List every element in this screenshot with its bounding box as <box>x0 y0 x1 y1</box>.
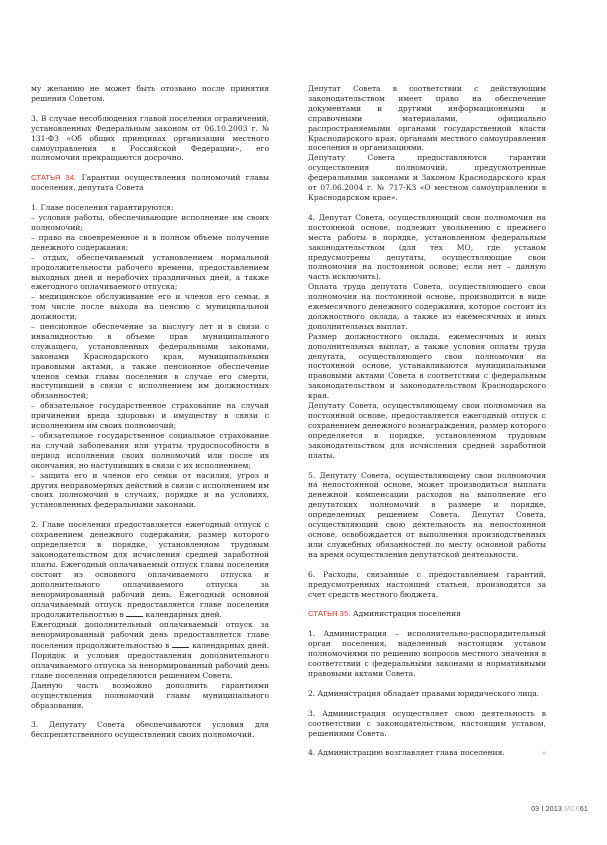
item2-additional-leave <box>31 620 269 680</box>
continuation-paragraph: му желанию не может быть отозвано после принятия решения Советом. <box>31 84 269 103</box>
item2-text-a: 2. Главе поселения предоставляется ежегодный отпуск с сохранением денежного содержания, размер которого определяется в порядке, установленном трудовым законодательством для исчисления средней заработной платы. Ежегодный оплачиваемый отпуск главы поселения состоит из основного оплачиваемого отпуска и дополнительного оплачиваемого отпуска за ненормированный рабочий день. Ежегодный основной оплачиваемый отпуск предоставляется главе поселения продолжительностью в <box>31 520 269 620</box>
article35-title: Администрация поселения <box>350 609 461 619</box>
article33-item3: 3. В случае несоблюдения главой поселения ограничений, установленных Федеральным законом от 06.10.2003 г. № 131-ФЗ «Об общих принципах организации местного самоуправления в Российской Федерации», его полномочия прекращаются досрочно. <box>31 113 269 163</box>
magazine-brand: МСК <box>564 806 580 813</box>
article34-item5: 5. Депутату Совета, осуществляющему свои полномочия на непостоянной основе, может производиться выплата денежной компенсации расходов на выполнение его депутатских полномочий в размере и порядке, определенных решением Совета. Депутат Совета, осуществляющий свою деятельность на непостоянной основе, освобождается от выполнения производственных или служебных обязанностей по месту основной работы на время осуществления депутатской деятельности. <box>308 470 546 559</box>
item4-salary-size: Размер должностного оклада, ежемесячных и иных дополнительных выплат, а также условия оплаты труда депутата, осуществляющего свои полномочия на постоянной основе, устанавливаются муниципальными правовыми актами Совета в соответствии с федеральным законодательством и законодательством Краснодарского края. <box>308 331 546 401</box>
item4-pay: Оплата труда депутата Совета, осуществляющего свои полномочия на постоянной основе, производится в виде ежемесячного денежного содержания, которое состоит из должностного оклада, а также из ежемесячных и иных дополнительных выплат. <box>308 282 546 331</box>
item2-annual-leave <box>31 520 269 620</box>
left-column <box>31 84 269 750</box>
article35-item3: 3. Администрация осуществляет свою деятельность в соответствии с законодательством, настоящим уставом, решениями Совета. <box>308 708 546 738</box>
list-item: – отдых, обеспечиваемый установлением нормальной продолжительности рабочего времени, предоставлением выходных дней и нерабочих праздничных дней, а также ежегодного оплачиваемого отпуска; <box>31 252 269 292</box>
list-item: – условия работы, обеспечивающие исполнение им своих полномочий; <box>31 213 269 232</box>
article34-heading <box>31 173 269 193</box>
page-footer <box>531 806 588 813</box>
article35-item4-text: 4. Администрацию возглавляет глава поселения. <box>308 748 505 758</box>
blank-field <box>172 640 189 648</box>
list-item: – обязательное государственное страхование на случай причинения вреда здоровью и имуществу в связи с исполнением им своих полномочий; <box>31 401 269 431</box>
deputy-guarantees-paragraph: Депутату Совета предоставляются гарантии осуществления полномочий, предусмотренные федеральными законами и Законом Краснодарского края от 07.06.2004 г. № 717-КЗ «О местном самоуправлении в Краснодарском крае». <box>308 153 546 202</box>
article34-title: Гарантии осуществления полномочий главы поселения, депутата Совета <box>31 173 269 193</box>
right-column <box>308 84 546 758</box>
list-item: – право на своевременное и в полном объеме получение денежного содержания; <box>31 232 269 252</box>
article34-item2 <box>31 520 269 710</box>
article35-item4 <box>308 748 546 758</box>
article34-number: СТАТЬЯ 34. <box>31 173 77 183</box>
article34-item3-continued <box>308 84 546 203</box>
item2-text-a-end: календарных дней. <box>143 610 222 620</box>
list-item: – обязательное государственное социальное страхование на случай заболевания или утраты трудоспособности в период исполнения своих полномочий или после их окончания, но наступивших в связи с их исполнением; <box>31 431 269 470</box>
article34-item1 <box>31 203 269 510</box>
item2-text-b: Ежегодный дополнительный оплачиваемый отпуск за ненормированный рабочий день предоставляется главе поселения продолжительностью в <box>31 620 269 651</box>
issue-date: 03 І 2013 <box>531 806 563 813</box>
blank-field <box>126 609 143 617</box>
article34-item3: 3. Депутату Совета обеспечиваются условия для беспрепятственного осуществления своих полномочий. <box>31 720 269 740</box>
article34-item4 <box>308 213 546 461</box>
end-of-article-mark: » <box>541 748 546 758</box>
item2-text-b-end: календарных дней. Порядок и условия предоставления дополнительного оплачиваемого отпуска за ненормированный рабочий день главе поселения определяются решением Совета. <box>31 641 269 680</box>
item4-leave: Депутату Совета, осуществляющему свои полномочия на постоянной основе, предоставляется ежегодный отпуск с сохранением денежного вознаграждения, размер которого определяется в порядке, установленном трудовым законодательством для исчисления средней заработной платы. <box>308 401 546 460</box>
item1-intro: 1. Главе поселения гарантируются: <box>31 203 174 213</box>
article34-item6: 6. Расходы, связанные с предоставлением гарантий, предусмотренных настоящей статьей, производятся за счет средств местного бюджета. <box>308 569 546 599</box>
list-item: – защита его и членов его семьи от насилия, угроз и других неправомерных действий в связи с исполнением им своих полномочий в случаях, порядке и на условиях, установленных федеральными законами. <box>31 470 269 510</box>
article35-heading <box>308 609 546 619</box>
item2-note: Данную часть возможно дополнить гарантиями осуществления полномочий главы муниципального образования. <box>31 680 269 710</box>
list-item: – пенсионное обеспечение за выслугу лет и в связи с инвалидностью в объеме прав муниципального служащего, установленных федеральными законами, законами Краснодарского края, муниципальными правовыми актами, а также пенсионное обеспечение членов семьи главы поселения в случае его смерти, наступившей в связи с исполнением им должностных обязанностей; <box>31 322 269 401</box>
list-item: – медицинское обслуживание его и членов его семьи, в том числе после выхода на пенсию с муниципальной должности; <box>31 292 269 322</box>
item4-dismissal: 4. Депутат Совета, осуществляющий свои полномочия на постоянной основе, подлежит увольнению с прежнего места работы в порядке, установленном федеральным законодательством (для тех МО, где уставом предусмотрены депутаты, осуществляющие свои полномочия на постоянной основе; если нет – данную часть исключить). <box>308 212 546 282</box>
article35-item1: 1. Администрация – исполнительно-распорядительный орган поселения, наделенный настоящим уставом полномочиями по решению вопросов местного значения в соответствии с федеральными законами и нормативными правовыми актами Совета. <box>308 629 546 678</box>
article35-number: СТАТЬЯ 35. <box>308 609 351 619</box>
page-number: 61 <box>579 806 588 813</box>
article35-item2: 2. Администрация обладает правами юридического лица. <box>308 688 540 698</box>
deputy-documents-paragraph: Депутат Совета в соответствии с действующим законодательством имеет право на обеспечение документами и другими информационными и справочными материалами, официально распространяемыми органами государственной власти Краснодарского края, органами местного самоуправления поселения и организациями. <box>308 84 546 153</box>
